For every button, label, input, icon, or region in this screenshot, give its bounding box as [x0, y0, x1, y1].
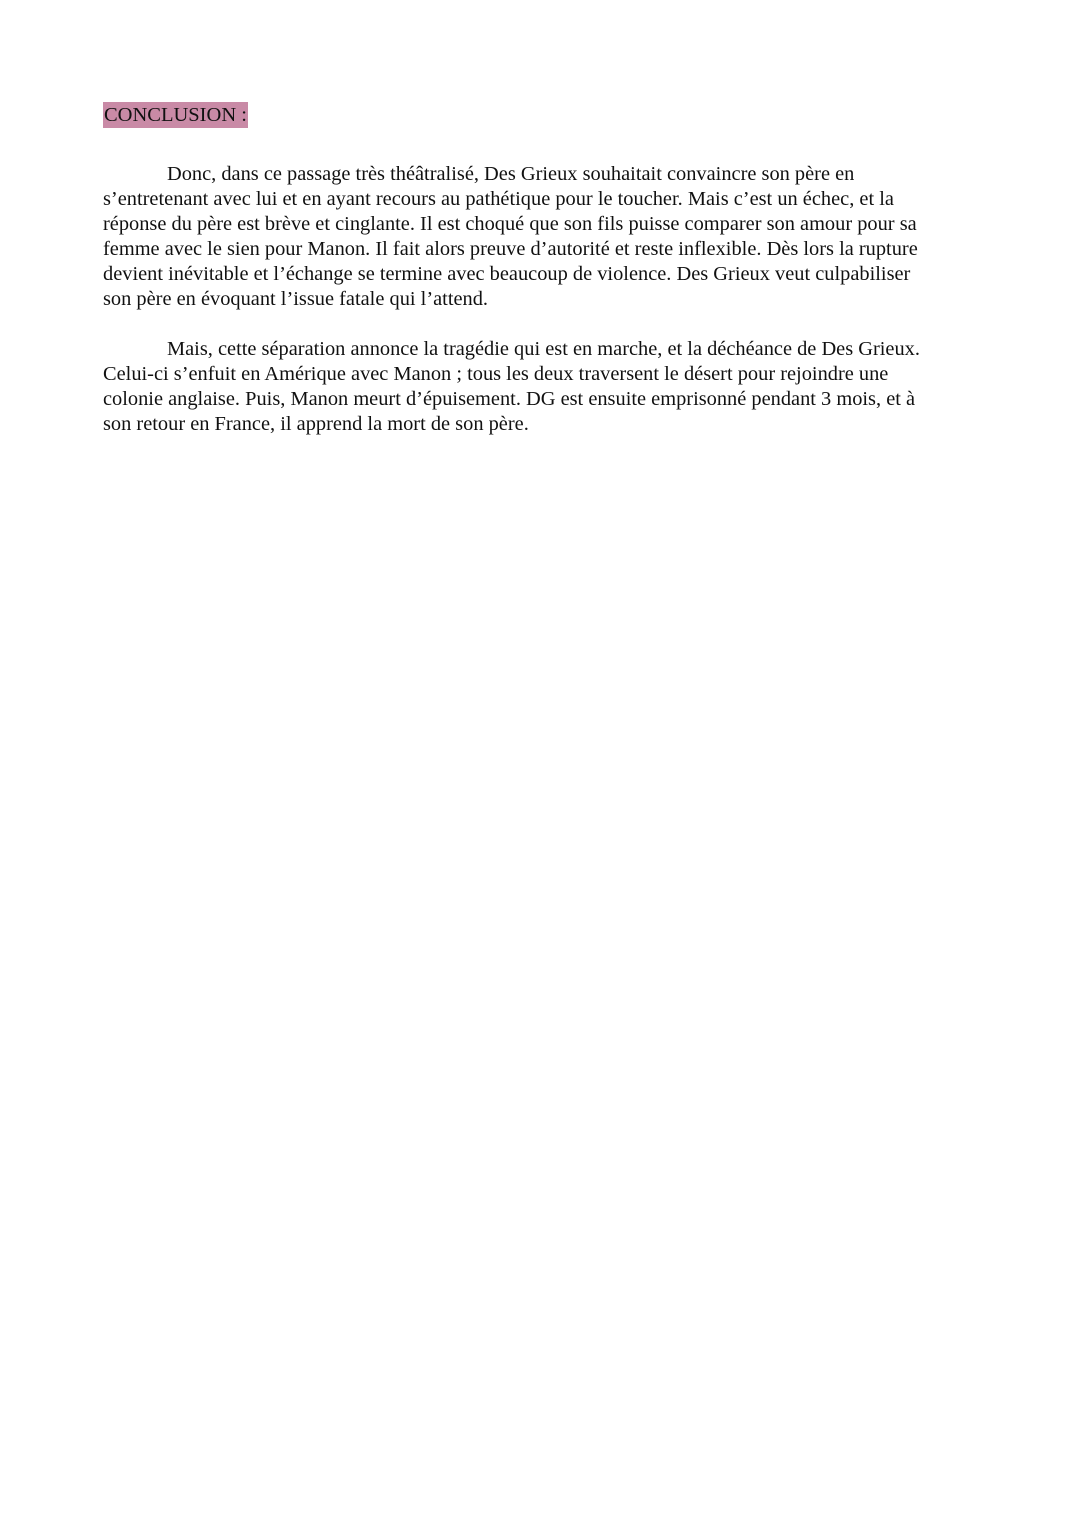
- paragraph-line: femme avec le sien pour Manon. Il fait alors preuve d’autorité et reste inflexible. Dès lors la rupture: [103, 238, 918, 260]
- paragraph-line: devient inévitable et l’échange se termine avec beaucoup de violence. Des Grieux veut culpabiliser: [103, 263, 911, 285]
- paragraph-2: [103, 337, 983, 437]
- paragraph-1: [103, 162, 983, 312]
- paragraph-line: Mais, cette séparation annonce la tragédie qui est en marche, et la déchéance de Des Grieux.: [167, 338, 920, 360]
- paragraph-line: colonie anglaise. Puis, Manon meurt d’épuisement. DG est ensuite emprisonné pendant 3 mois, et à: [103, 388, 916, 410]
- heading-container: [103, 102, 248, 128]
- paragraph-line: Donc, dans ce passage très théâtralisé, Des Grieux souhaitait convaincre son père en: [167, 163, 855, 185]
- conclusion-heading: CONCLUSION :: [104, 104, 247, 126]
- paragraph-line: son retour en France, il apprend la mort de son père.: [103, 413, 529, 435]
- paragraph-line: s’entretenant avec lui et en ayant recours au pathétique pour le toucher. Mais c’est un échec, et la: [103, 188, 894, 210]
- paragraph-line: Celui-ci s’enfuit en Amérique avec Manon ; tous les deux traversent le désert pour rejoindre une: [103, 363, 889, 385]
- paragraph-line: réponse du père est brève et cinglante. Il est choqué que son fils puisse comparer son amour pour sa: [103, 213, 917, 235]
- paragraph-line: son père en évoquant l’issue fatale qui l’attend.: [103, 288, 489, 310]
